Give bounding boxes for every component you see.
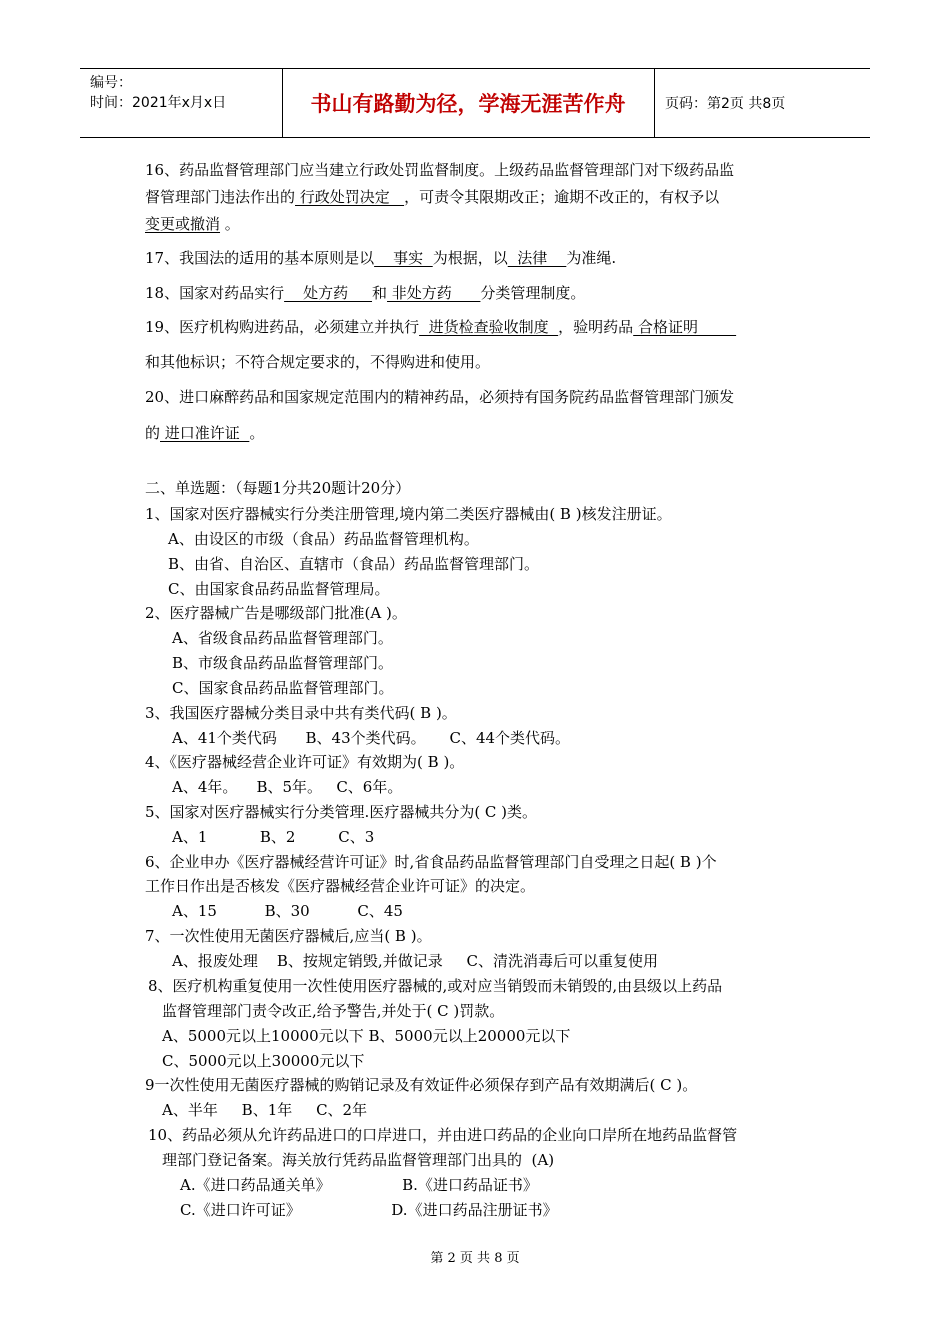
header-motto: 书山有路勤为径，学海无涯苦作舟 [310, 92, 626, 116]
choice-line: 10、药品必须从允许药品进口的口岸进口，并由进口药品的企业向口岸所在地药品监督管 [148, 1126, 738, 1144]
q16-line-2 [145, 187, 719, 207]
page-header [80, 68, 870, 138]
choice-line: 9一次性使用无菌医疗器械的购销记录及有效证件必须保存到产品有效期满后( C )。 [145, 1076, 698, 1094]
choice-option: C、国家食品药品监督管理部门。 [172, 679, 394, 697]
q16-line-1: 16、药品监督管理部门应当建立行政处罚监督制度。上级药品监督管理部门对下级药品监 [145, 161, 735, 179]
q18-post: 分类管理制度。 [480, 284, 586, 302]
q20-answer: 进口准许证 [160, 424, 250, 442]
q19-line-2: 和其他标识；不符合规定要求的，不得购进和使用。 [145, 353, 491, 371]
q16-answer-2: 变更或撤消 [145, 215, 221, 233]
q17-answer-1: 事实 [374, 249, 433, 267]
choice-line: 2、医疗器械广告是哪级部门批准(A )。 [145, 604, 407, 622]
q17-line [145, 248, 616, 268]
q19-answer-1: 进货检查验收制度 [419, 318, 559, 336]
q16-answer-1: 行政处罚决定 [295, 188, 405, 206]
choice-line: 7、一次性使用无菌医疗器械后,应当( B )。 [145, 927, 432, 945]
choice-option: A、41个类代码 B、43个类代码。 C、44个类代码。 [172, 729, 571, 747]
page-footer: 第 2 页 共 8 页 [430, 1251, 520, 1266]
q18-answer-1: 处方药 [284, 284, 373, 302]
q19-pre: 19、医疗机构购进药品，必须建立并执行 [145, 318, 420, 336]
choice-line: 8、医疗机构重复使用一次性使用医疗器械的,或对应当销毁而未销毁的,由县级以上药品 [148, 977, 723, 995]
choice-line: 理部门登记备案。海关放行凭药品监督管理部门出具的 (A) [162, 1151, 555, 1169]
q18-line [145, 283, 585, 303]
choice-option: A、半年 B、1年 C、2年 [162, 1101, 368, 1119]
q17-pre: 17、我国法的适用的基本原则是以 [145, 249, 375, 267]
q16-text-pre: 督管理部门违法作出的 [145, 188, 296, 206]
choice-option: A、5000元以上10000元以下 B、5000元以上20000元以下 [162, 1027, 571, 1045]
q17-mid: 为根据，以 [432, 249, 508, 267]
choice-line: 6、企业申办《医疗器械经营许可证》时,省食品药品监督管理部门自受理之日起( B )个 [145, 853, 717, 871]
q20-line-2 [145, 423, 264, 443]
header-divider-right [654, 69, 655, 137]
choice-option: A、报废处理 B、按规定销毁,并做记录 C、清洗消毒后可以重复使用 [172, 952, 659, 970]
q16-end: 。 [220, 215, 240, 233]
choice-line: 监督管理部门责令改正,给予警告,并处于( C )罚款。 [162, 1002, 505, 1020]
choice-line: 3、我国医疗器械分类目录中共有类代码( B )。 [145, 704, 457, 722]
choice-option: C、5000元以上30000元以下 [162, 1052, 365, 1070]
section-title: 二、单选题：（每题1分共20题计20分） [145, 479, 411, 497]
q18-pre: 18、国家对药品实行 [145, 284, 285, 302]
choice-option: C.《进口许可证》 D.《进口药品注册证书》 [180, 1201, 558, 1219]
doc-number-label: 编号： [90, 75, 132, 91]
choice-option: A、15 B、30 C、45 [172, 902, 403, 920]
q20-line-1: 20、进口麻醉药品和国家规定范围内的精神药品，必须持有国务院药品监督管理部门颁发 [145, 388, 735, 406]
q16-line-3 [145, 214, 240, 234]
choice-option: A.《进口药品通关单》 B.《进口药品证书》 [180, 1176, 538, 1194]
choice-option: A、省级食品药品监督管理部门。 [172, 629, 393, 647]
q20-pre: 的 [145, 424, 161, 442]
header-page-info: 页码：第2页 共8页 [665, 96, 786, 112]
choice-line: 4、《医疗器械经营企业许可证》有效期为( B )。 [145, 753, 465, 771]
q16-text-post: ，可责令其限期改正；逾期不改正的，有权予以 [404, 188, 720, 206]
doc-date: 时间：2021年x月x日 [90, 95, 227, 111]
q20-post: 。 [249, 424, 265, 442]
choice-line: 5、国家对医疗器械实行分类管理.医疗器械共分为( C )类。 [145, 803, 538, 821]
choice-line: 工作日作出是否核发《医疗器械经营企业许可证》的决定。 [145, 877, 536, 895]
choice-option: A、由设区的市级（食品）药品监督管理机构。 [168, 530, 479, 548]
choice-option: A、1 B、2 C、3 [172, 828, 375, 846]
q19-answer-2: 合格证明 [633, 318, 737, 336]
choice-option: B、由省、自治区、直辖市（食品）药品监督管理部门。 [168, 555, 540, 573]
q17-post: 为准绳. [566, 249, 617, 267]
q19-line-1 [145, 317, 736, 337]
q19-mid: ，验明药品 [558, 318, 634, 336]
q17-answer-2: 法律 [507, 249, 567, 267]
choice-option: A、4年。 B、5年。 C、6年。 [172, 778, 403, 796]
choice-line: 1、国家对医疗器械实行分类注册管理,境内第二类医疗器械由( B )核发注册证。 [145, 505, 672, 523]
choice-option: B、市级食品药品监督管理部门。 [172, 654, 394, 672]
choice-option: C、由国家食品药品监督管理局。 [168, 580, 390, 598]
q18-mid: 和 [372, 284, 388, 302]
q18-answer-2: 非处方药 [387, 284, 481, 302]
header-left-cell [90, 73, 226, 113]
